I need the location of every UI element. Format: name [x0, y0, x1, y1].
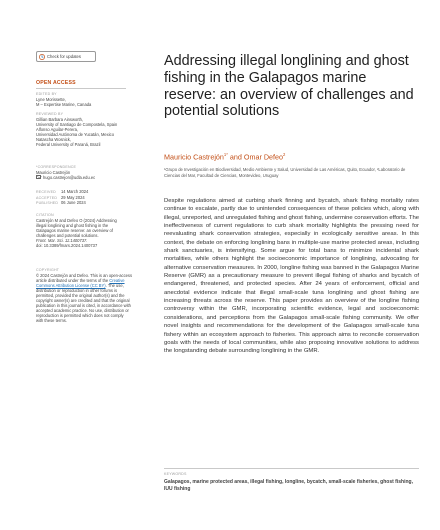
reviewed-by-label: REVIEWED BY	[36, 112, 64, 116]
citation-block	[36, 213, 132, 248]
editor-affiliation: M – Expertise Marine, Canada	[36, 101, 92, 107]
reviewer-3-name: Natascha Wosnick,	[36, 136, 71, 142]
envelope-icon	[36, 175, 41, 179]
reviewer-3-affiliation: Federal University of Paraná, Brazil	[36, 141, 101, 147]
author-list	[164, 152, 285, 161]
check-for-updates-button[interactable]	[36, 51, 96, 62]
correspondence-email-row[interactable]	[36, 175, 132, 180]
dates-block	[36, 189, 132, 206]
citation-line: challenges and potential solutions.	[36, 232, 99, 238]
copyright-block	[36, 268, 132, 323]
correspondence-email: hugo.castrejon@udla.edu.ec	[43, 174, 96, 180]
article-title: Addressing illegal longlining and ghost fishing in the Galapagos marine reserve: an overview of challenges and potential solutions	[164, 53, 414, 120]
reviewer-2-affiliation: Universidad Autónoma de Yucatán, Mexico	[36, 131, 114, 137]
citation-line: illegal longlining and ghost fishing in the	[36, 222, 109, 228]
keywords-label: KEYWORDS	[164, 472, 187, 476]
keywords-divider	[164, 468, 419, 469]
author-2-affiliation-mark: 2	[283, 152, 286, 157]
copyright-text	[36, 273, 132, 323]
reviewer-2-name: Alfonso Aguilar-Perera,	[36, 126, 79, 132]
author-1-affiliation-mark: 1*	[223, 152, 228, 157]
date-label: ACCEPTED	[36, 195, 58, 200]
correspondence-block	[36, 165, 132, 180]
date-value: 06 June 2024	[61, 200, 86, 206]
check-updates-label: Check for updates	[47, 54, 81, 59]
citation-label: CITATION	[36, 213, 54, 217]
correspondence-label: *CORRESPONDENCE	[36, 165, 77, 169]
author-2[interactable]: Omar Defeo	[243, 152, 284, 162]
date-published-row	[36, 200, 132, 206]
reviewer-1-name: Gillian Barbara Ainsworth,	[36, 116, 84, 122]
date-label: RECEIVED	[36, 190, 56, 194]
open-access-label: OPEN ACCESS	[36, 80, 76, 86]
copyright-text-before: © 2024 Castrejón and Defeo. This is an open-access article distributed under the terms of the	[36, 272, 133, 283]
citation-doi[interactable]: doi: 10.3389/fmars.2024.1400737	[36, 242, 98, 248]
citation-line: Galapagos marine reserve: an overview of	[36, 227, 113, 233]
reviewer-1-affiliation: University of Santiago de Compostela, Spain	[36, 121, 118, 127]
author-joiner: and	[227, 152, 244, 162]
edited-by-block	[36, 92, 132, 107]
correspondence-name: Mauricio Castrejón	[36, 169, 71, 175]
left-divider	[36, 88, 126, 89]
editor-name: Lyne Morissette,	[36, 96, 66, 102]
citation-line: Front. Mar. Sci. 11:1400737.	[36, 237, 88, 243]
citation-line: Castrejón M and Defeo O (2024) Addressing	[36, 217, 117, 223]
abstract-text: Despite regulations aimed at curbing shark finning and bycatch, shark fishing mortality rates continue to escalate, partly due to unintended consequences of these policies which, along with illegal, unreported, and unregulated fishing and ghost fishing, undermine conservation efforts. The ineffectiveness of current regulations to curb shark mortality highlights the pressing need for reevaluating shark conservation strategies, especially in ecologically sensitive areas. In this context, the debate on enforcing longlining bans in multiple-use marine protected areas, including shark sanctuaries, is intensifying. Some argue for total bans to minimize incidental shark mortalities, while others highlight the socioeconomic importance of longlining, advocating for alternative conservation measures. In 2000, longline fishing was banned in the Galapagos Marine Reserve (GMR) as a precautionary measure to prevent illegal fishing of sharks and bycatch of endangered, threatened, and protected species. After 24 years of enforcement, official and anecdotal evidence indicate that illegal small-scale tuna longlining and ghost fishing are increasing threats across the reserve. This paper provides an overview of the longline fishing controversy within the GMR, incorporating scientific evidence, legal and socioeconomic considerations, and perceptions from the Galapagos small-scale fishing community. We offer novel insights and recommendations for the development of the Galapagos small-scale tuna fishery within an ecosystem approach to fisheries. This approach aims to reconcile conservation goals with the needs of local communities, while also proposing innovative solutions to address the longstanding debate surrounding longlining in the GMR.	[164, 198, 419, 355]
reviewed-by-block	[36, 112, 132, 147]
date-value: 14 March 2024	[61, 189, 89, 194]
author-affiliations: ¹Grupo de Investigación en Biodiversidad, Medio Ambiente y Salud, Universidad de Las Américas, Quito, Ecuador, ²Laboratorio de Ciencias del Mar, Facultad de Ciencias, Montevideo, Uruguay	[164, 167, 406, 178]
keywords-text: Galapagos, marine protected areas, illegal fishing, longline, bycatch, small-scale fisheries, ghost fishing, IUU fishing	[164, 479, 413, 492]
author-1[interactable]: Mauricio Castrejón	[164, 152, 224, 162]
edited-by-label: EDITED BY	[36, 92, 57, 96]
date-value: 29 May 2024	[61, 194, 85, 200]
date-label: PUBLISHED	[36, 201, 59, 206]
cc-license-link[interactable]: Creative Commons Attribution License (CC BY)	[36, 277, 125, 288]
copyright-text-after: . The use, distribution or reproduction in other forums is permitted, provided the original author(s) and the copyright owner(s) are credited and that the original publication in this journal is cited, in accordance with accepted academic practice. No use, distribution or reproduction is permitted which does not comply with these terms.	[36, 282, 131, 323]
check-updates-icon	[39, 54, 45, 60]
copyright-label: COPYRIGHT	[36, 268, 60, 272]
